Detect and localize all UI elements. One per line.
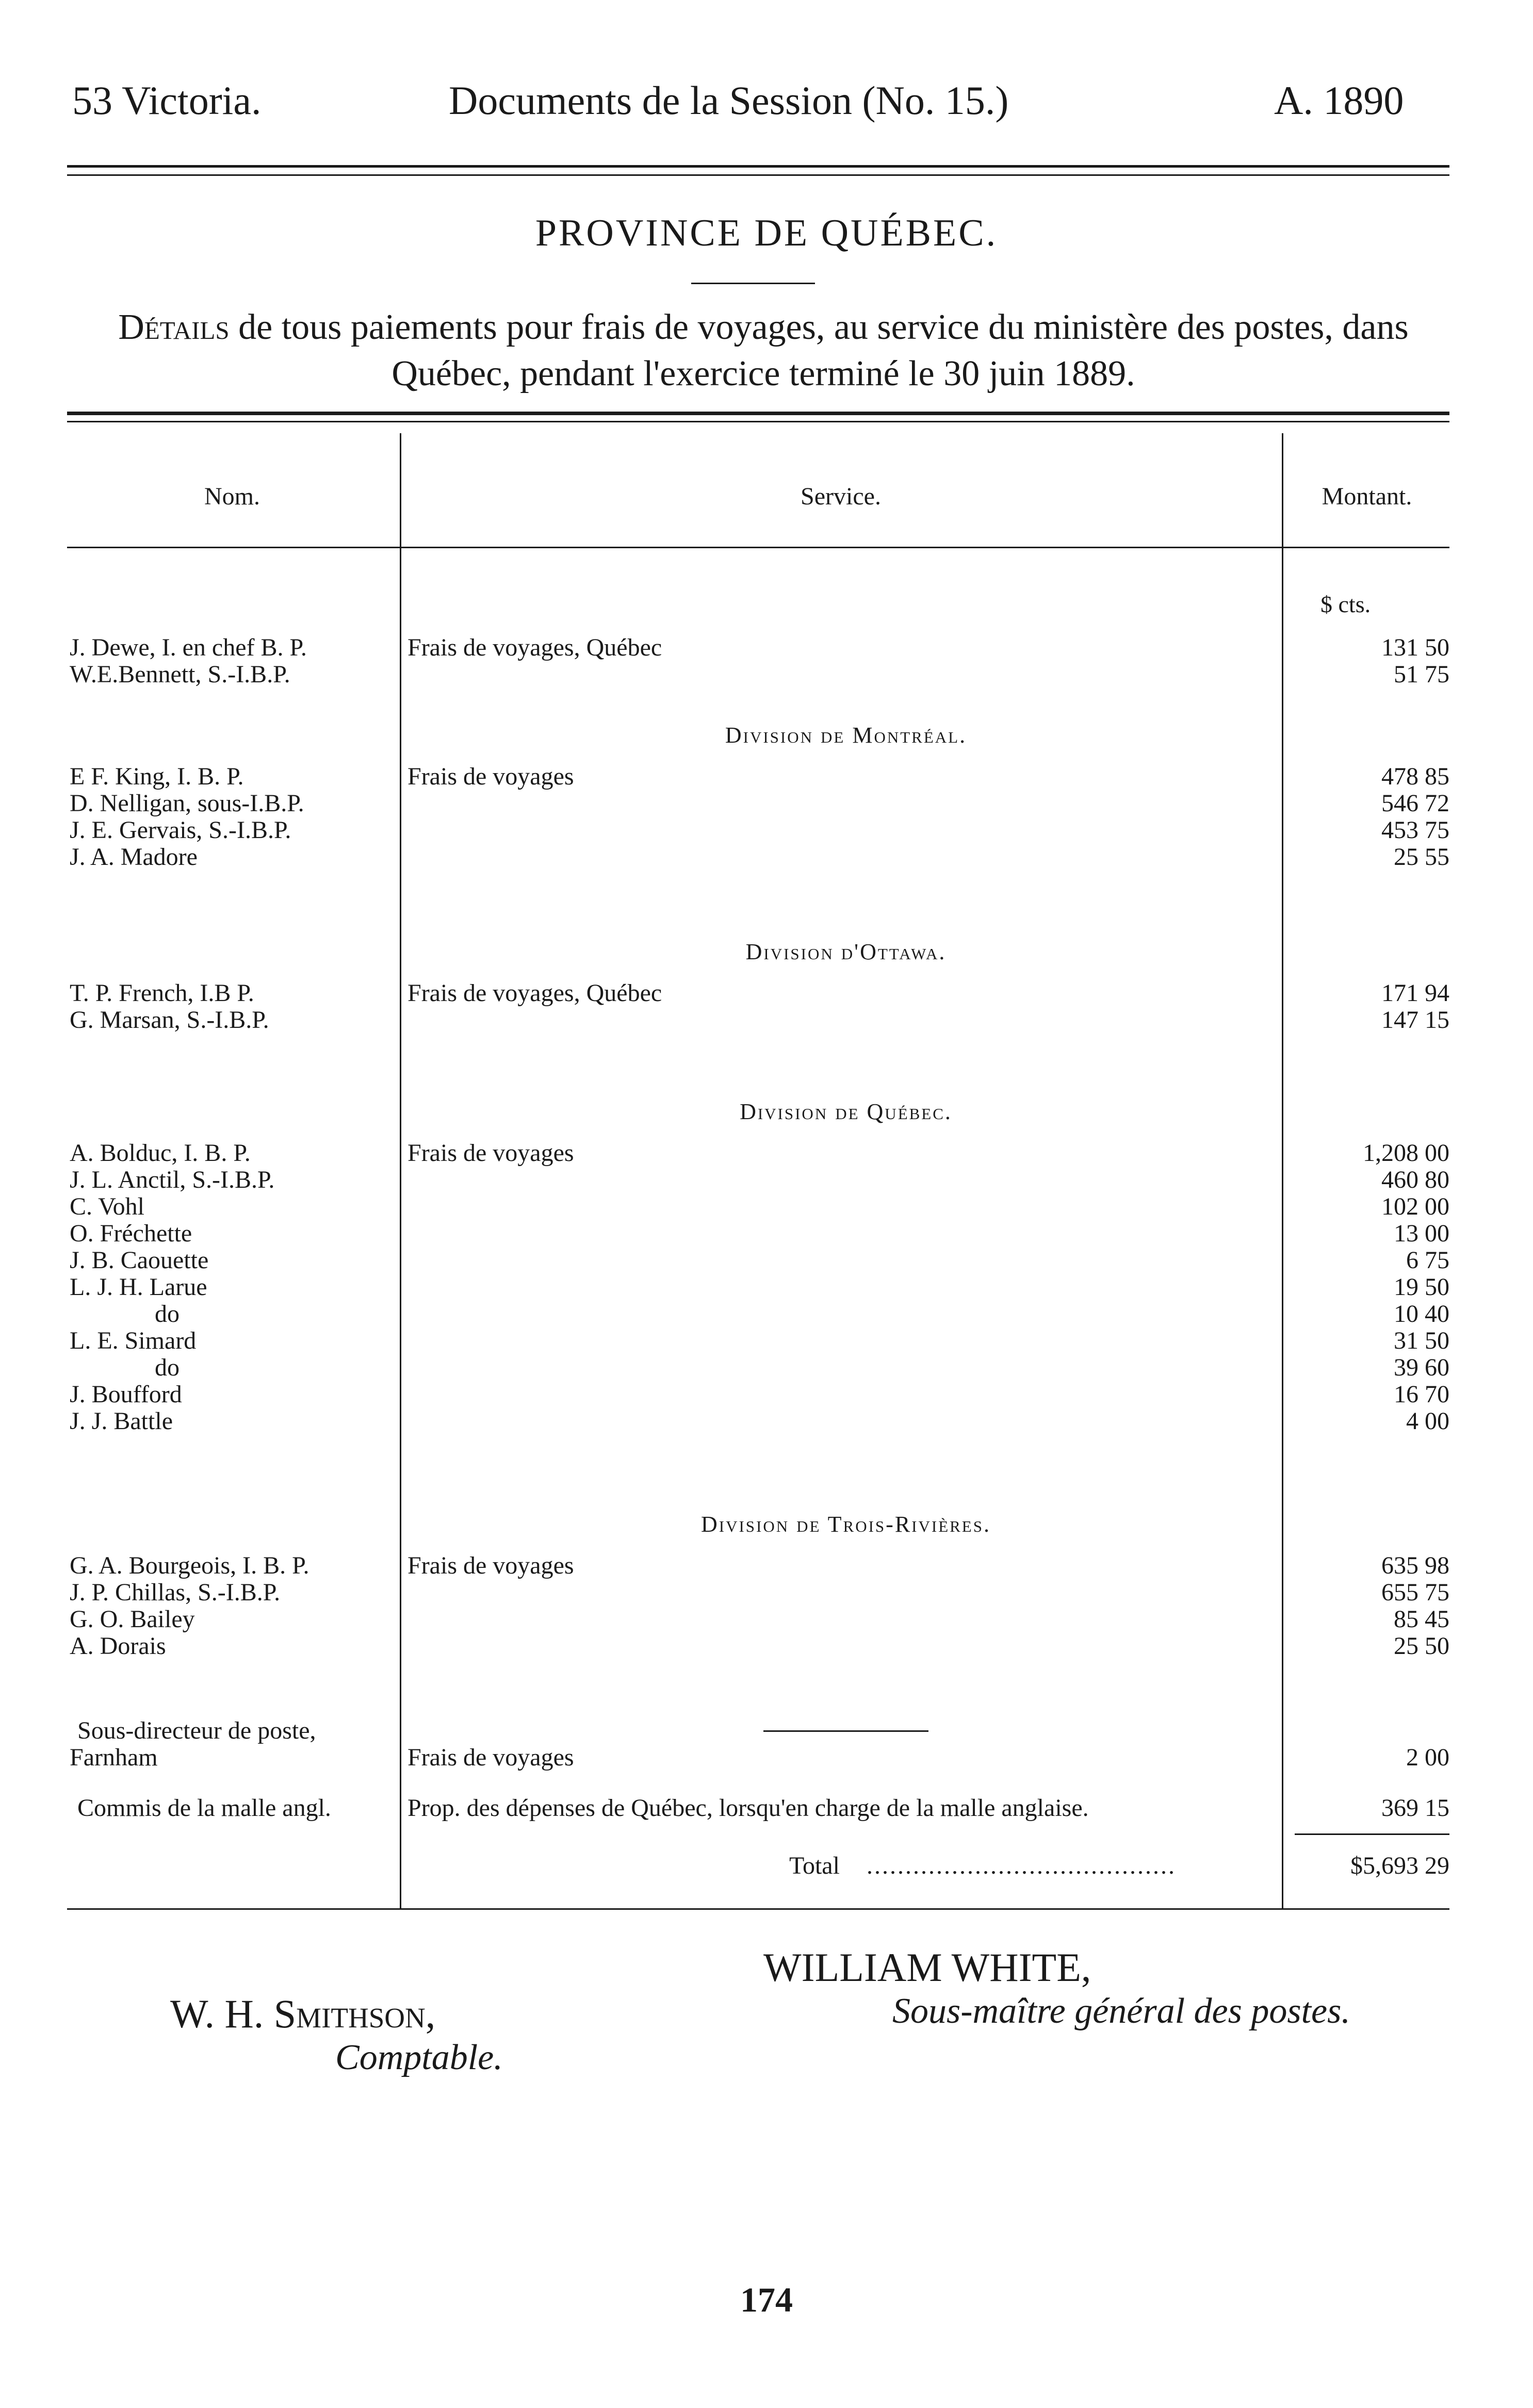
row-name: G. O. Bailey <box>70 1606 195 1633</box>
row-name: G. A. Bourgeois, I. B. P. <box>70 1552 309 1579</box>
division-heading: Division de Trois-Rivières. <box>700 1512 991 1537</box>
table-rule-top-thin <box>67 421 1449 422</box>
row-amount: 85 45 <box>1394 1606 1449 1633</box>
row-amount: 635 98 <box>1381 1552 1449 1579</box>
row-name: C. Vohl <box>70 1193 144 1220</box>
header-right: A. 1890 <box>1274 78 1404 123</box>
row-name: do <box>155 1354 180 1381</box>
row-name: J. Dewe, I. en chef B. P. <box>70 634 307 661</box>
signature-left-name: W. H. Smithson, <box>170 1991 436 2036</box>
row-service-text: Frais de voyages <box>407 763 574 790</box>
row-name: G. Marsan, S.-I.B.P. <box>70 1007 269 1034</box>
row-amount: 25 55 <box>1394 843 1449 871</box>
row-amount: 13 00 <box>1394 1220 1449 1247</box>
row-name: J. E. Gervais, S.-I.B.P. <box>70 817 291 844</box>
row-amount: 546 72 <box>1381 790 1449 817</box>
header-center: Documents de la Session (No. 15.) <box>449 78 1009 123</box>
header-rule-bottom <box>67 174 1449 176</box>
table-row <box>0 1552 1533 1579</box>
row-name: O. Fréchette <box>70 1220 192 1247</box>
row-amount: 655 75 <box>1381 1579 1449 1606</box>
page-title: PROVINCE DE QUÉBEC. <box>535 212 998 254</box>
row-service: Frais de voyages <box>407 1744 574 1771</box>
row-amount: 369 15 <box>1381 1794 1449 1822</box>
row-amount: 2 00 <box>1406 1744 1449 1771</box>
currency-label: $ cts. <box>1320 591 1371 617</box>
row-amount: 25 50 <box>1394 1632 1449 1660</box>
row-amount: 453 75 <box>1381 816 1449 844</box>
table-row <box>0 1606 1533 1633</box>
row-name: W.E.Bennett, S.-I.B.P. <box>70 661 290 688</box>
row-service <box>407 1140 1284 1167</box>
row-name: L. E. Simard <box>70 1328 197 1354</box>
row-amount: 460 80 <box>1381 1166 1449 1193</box>
row-name: J. J. Battle <box>70 1408 173 1435</box>
table-row <box>0 1717 1533 1774</box>
column-header-rule <box>67 547 1449 548</box>
table-rule-bottom <box>67 1908 1449 1910</box>
row-service <box>407 980 1284 1007</box>
table-row <box>0 1007 1533 1034</box>
row-name: J. L. Anctil, S.-I.B.P. <box>70 1167 275 1193</box>
total-amount: $5,693 29 <box>1350 1852 1449 1879</box>
row-service-text: Frais de voyages <box>407 1552 574 1579</box>
table-row <box>0 1408 1533 1435</box>
table-row <box>0 1795 1533 1822</box>
row-name: Commis de la malle angl. <box>77 1795 331 1822</box>
table-row <box>0 1579 1533 1606</box>
table-row <box>0 661 1533 688</box>
table-row <box>0 1193 1533 1220</box>
total-row <box>0 1853 1533 1879</box>
header-left: 53 Victoria. <box>72 78 262 123</box>
row-name: A. Bolduc, I. B. P. <box>70 1140 251 1167</box>
table-row <box>0 1140 1533 1167</box>
table-row <box>0 763 1533 790</box>
signature-right-name: WILLIAM WHITE, <box>763 1945 1091 1990</box>
total-rule <box>1295 1833 1449 1835</box>
table-row <box>0 1301 1533 1328</box>
row-amount: 131 50 <box>1381 634 1449 661</box>
row-service <box>407 634 1284 661</box>
row-service-text: Frais de voyages <box>407 1140 574 1167</box>
row-amount: 102 00 <box>1381 1193 1449 1220</box>
division-heading: Division de Québec. <box>740 1099 952 1124</box>
title-underline <box>691 283 815 284</box>
table-row <box>0 1167 1533 1193</box>
table-row <box>0 1381 1533 1408</box>
table-row <box>0 1274 1533 1301</box>
column-header-service: Service. <box>801 483 881 510</box>
row-amount: 51 75 <box>1394 661 1449 688</box>
total-leader: ........................................ <box>867 1853 1176 1879</box>
table-row <box>0 1633 1533 1660</box>
description-text: de tous paiements pour frais de voyages, au service du ministère des postes, dans Québec, pendant l'exercice terminé le 30 juin 1889. <box>238 307 1409 394</box>
column-header-name: Nom. <box>204 483 260 510</box>
description <box>67 304 1460 397</box>
row-name: E F. King, I. B. P. <box>70 763 244 790</box>
division-heading: Division d'Ottawa. <box>745 939 947 964</box>
signature-right-title: Sous-maître général des postes. <box>892 1991 1350 2031</box>
page-number: 174 <box>740 2280 793 2319</box>
row-name: Sous-directeur de poste, <box>77 1717 316 1744</box>
row-name: A. Dorais <box>70 1633 166 1660</box>
row-amount: 147 15 <box>1381 1006 1449 1034</box>
row-amount: 478 85 <box>1381 763 1449 790</box>
row-name: do <box>155 1301 180 1328</box>
header-rule-top <box>67 165 1449 168</box>
row-name-continued: Farnham <box>70 1744 158 1771</box>
table-row <box>0 1247 1533 1274</box>
table-row <box>0 634 1533 661</box>
row-amount: 39 60 <box>1394 1354 1449 1381</box>
column-header-amount: Montant. <box>1322 483 1412 510</box>
row-amount: 4 00 <box>1406 1407 1449 1435</box>
row-name: D. Nelligan, sous-I.B.P. <box>70 790 304 817</box>
row-amount: 19 50 <box>1394 1273 1449 1301</box>
signature-left-title: Comptable. <box>335 2038 503 2077</box>
row-amount: 1,208 00 <box>1363 1139 1449 1167</box>
row-amount: 171 94 <box>1381 979 1449 1007</box>
row-name: J. Boufford <box>70 1381 182 1408</box>
description-first-word: Détails <box>118 307 230 347</box>
row-name: T. P. French, I.B P. <box>70 980 254 1007</box>
table-rule-top <box>67 412 1449 415</box>
row-service-text: Frais de voyages, Québec <box>407 634 662 661</box>
row-service <box>407 763 1284 790</box>
table-row <box>0 817 1533 844</box>
row-name: J. P. Chillas, S.-I.B.P. <box>70 1579 281 1606</box>
table-row <box>0 1354 1533 1381</box>
row-service <box>407 1552 1284 1579</box>
table-row <box>0 1220 1533 1247</box>
division-heading: Division de Montréal. <box>725 723 967 748</box>
table-row <box>0 1328 1533 1354</box>
row-amount: 16 70 <box>1394 1381 1449 1408</box>
row-name: J. A. Madore <box>70 844 198 871</box>
table-row <box>0 844 1533 871</box>
row-service: Prop. des dépenses de Québec, lorsqu'en charge de la malle anglaise. <box>407 1795 1089 1822</box>
section-rule <box>763 1730 928 1732</box>
total-label: Total <box>789 1852 840 1879</box>
row-amount: 6 75 <box>1406 1247 1449 1274</box>
row-amount: 10 40 <box>1394 1300 1449 1328</box>
row-amount: 31 50 <box>1394 1327 1449 1354</box>
row-name: J. B. Caouette <box>70 1247 209 1274</box>
row-name: L. J. H. Larue <box>70 1274 207 1301</box>
row-service-text: Frais de voyages, Québec <box>407 980 662 1007</box>
table-row <box>0 790 1533 817</box>
table-row <box>0 980 1533 1007</box>
